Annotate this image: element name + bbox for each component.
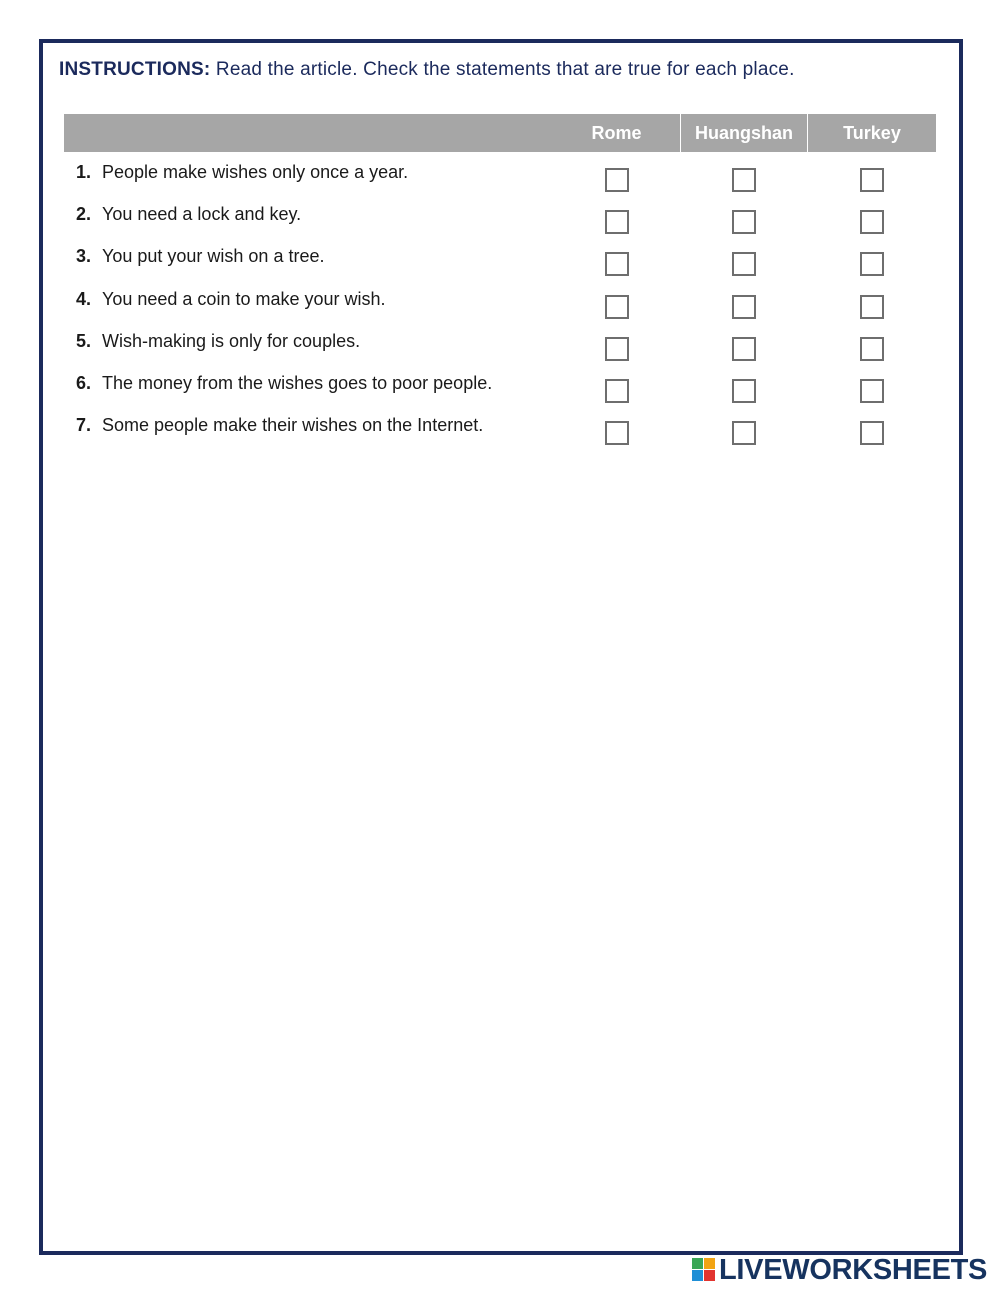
table-row xyxy=(64,194,936,236)
checkbox-rome[interactable] xyxy=(605,210,629,234)
checkbox-huangshan[interactable] xyxy=(732,210,756,234)
checkbox-rome[interactable] xyxy=(605,379,629,403)
checkbox-turkey[interactable] xyxy=(860,421,884,445)
statement-text: Some people make their wishes on the Internet. xyxy=(102,415,484,436)
row-number: 2. xyxy=(76,204,92,225)
table-row xyxy=(64,152,936,194)
statements-table xyxy=(64,114,936,447)
checkbox-turkey[interactable] xyxy=(860,295,884,319)
table-row xyxy=(64,236,936,278)
row-number: 5. xyxy=(76,330,92,351)
column-header-rome: Rome xyxy=(591,123,642,143)
checkbox-huangshan[interactable] xyxy=(732,337,756,361)
checkbox-turkey[interactable] xyxy=(860,337,884,361)
liveworksheets-brand[interactable] xyxy=(692,1254,992,1284)
statement-text: You need a coin to make your wish. xyxy=(102,288,386,309)
table-row xyxy=(64,279,936,321)
statement-text: People make wishes only once a year. xyxy=(102,162,409,182)
checkbox-huangshan[interactable] xyxy=(732,379,756,403)
row-number: 7. xyxy=(76,415,92,436)
row-number: 3. xyxy=(76,246,92,267)
checkbox-rome[interactable] xyxy=(605,295,629,319)
row-number: 1. xyxy=(76,162,92,182)
checkbox-turkey[interactable] xyxy=(860,168,884,192)
instructions-text: Read the article. Check the statements that are true for each place. xyxy=(210,59,795,80)
checkbox-rome[interactable] xyxy=(605,168,629,192)
column-header-huangshan: Huangshan xyxy=(680,114,808,152)
brand-wordmark: LIVEWORKSHEETS xyxy=(719,1254,988,1286)
statement-text: The money from the wishes goes to poor people. xyxy=(102,372,493,393)
checkbox-turkey[interactable] xyxy=(860,379,884,403)
checkbox-turkey[interactable] xyxy=(860,252,884,276)
checkbox-turkey[interactable] xyxy=(860,210,884,234)
instructions xyxy=(59,59,939,81)
checkbox-huangshan[interactable] xyxy=(732,295,756,319)
row-number: 6. xyxy=(76,372,92,393)
row-number: 4. xyxy=(76,288,92,309)
statement-text: You put your wish on a tree. xyxy=(102,246,325,267)
liveworksheets-logo-icon xyxy=(692,1258,716,1282)
checkbox-rome[interactable] xyxy=(605,252,629,276)
checkbox-huangshan[interactable] xyxy=(732,252,756,276)
checkbox-huangshan[interactable] xyxy=(732,168,756,192)
table-row xyxy=(64,405,936,447)
table-row xyxy=(64,321,936,363)
instructions-lead: INSTRUCTIONS: xyxy=(59,59,211,80)
statement-text: You need a lock and key. xyxy=(102,204,302,225)
checkbox-rome[interactable] xyxy=(605,421,629,445)
column-header-turkey: Turkey xyxy=(843,123,901,143)
checkbox-rome[interactable] xyxy=(605,337,629,361)
table-header xyxy=(64,114,936,152)
table-row xyxy=(64,363,936,405)
statement-text: Wish-making is only for couples. xyxy=(102,330,361,351)
checkbox-huangshan[interactable] xyxy=(732,421,756,445)
